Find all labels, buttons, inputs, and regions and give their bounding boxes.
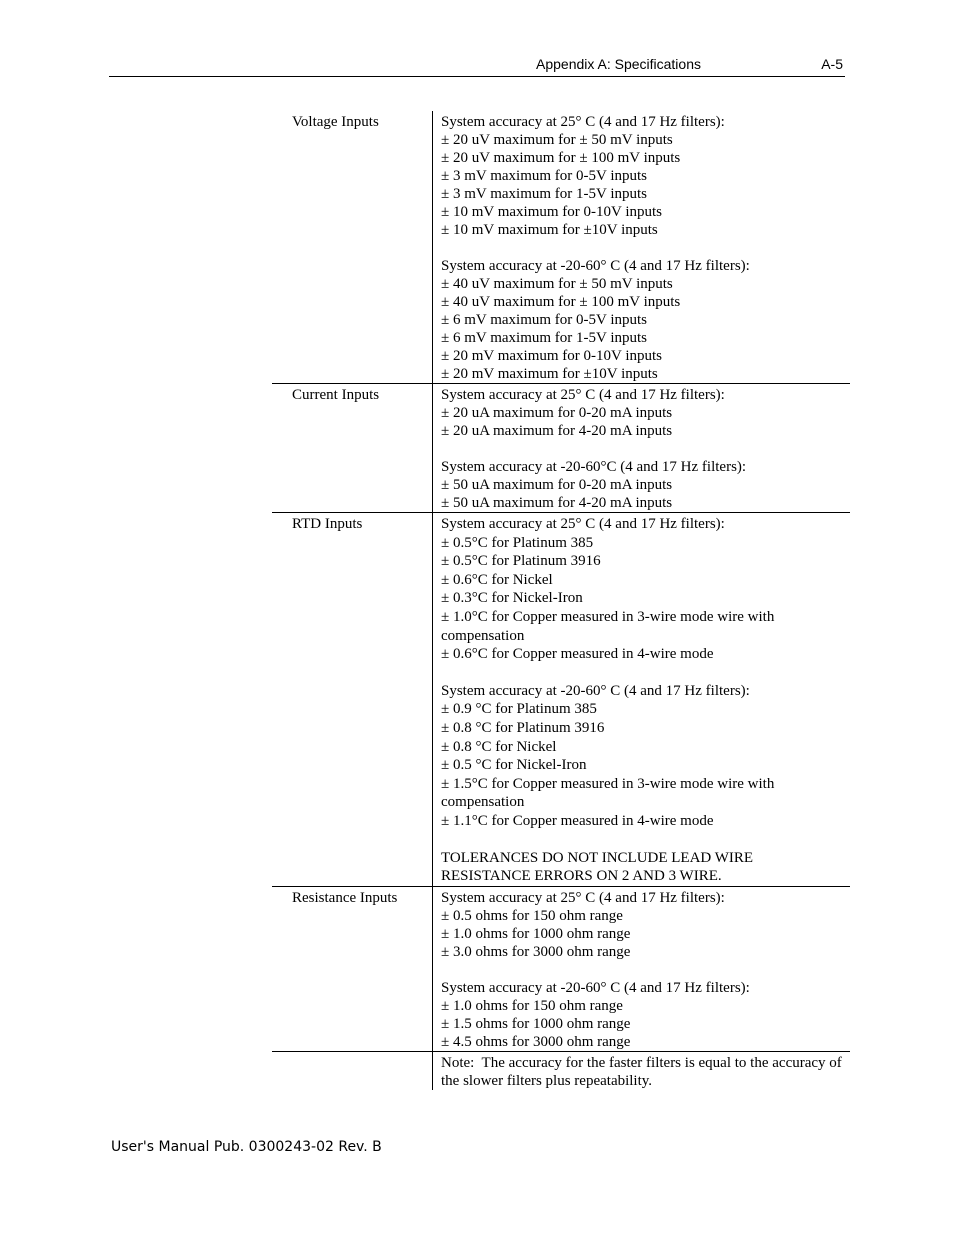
spec-line: System accuracy at 25° C (4 and 17 Hz filters): [441,516,725,532]
page-header [109,54,845,77]
spec-label: RTD Inputs [272,513,433,887]
spec-row-note [272,1051,850,1090]
spec-values [433,513,851,887]
spec-line: ± 20 mV maximum for 0-10V inputs [441,348,663,364]
spec-line: ± 1.0 ohms for 1000 ohm range [441,925,631,942]
spec-line: Note: The accuracy for the faster filters is equal to the accuracy of [441,1054,842,1071]
spec-line: compensation [441,794,525,811]
specifications-table-body [272,111,850,1090]
spacer [441,831,844,849]
spec-line: ± 0.6°C for Copper measured in 4-wire mode [441,646,714,663]
spec-row-voltage-inputs [272,111,850,384]
spec-line: ± 10 mV maximum for ±10V inputs [441,222,658,238]
spec-values [433,111,851,384]
spec-line: ± 0.9 °C for Platinum 385 [441,701,597,718]
spec-line: ± 3 mV maximum for 0-5V inputs [441,168,648,184]
spec-line: System accuracy at -20-60° C (4 and 17 Hz filters): [441,979,750,996]
spec-line: ± 20 uA maximum for 4-20 mA inputs [441,423,673,439]
spacer [441,440,844,458]
spec-line: ± 0.3°C for Nickel-Iron [441,590,583,607]
spec-values [433,1051,851,1090]
spec-label: Resistance Inputs [272,886,433,1051]
spec-line: ± 10 mV maximum for 0-10V inputs [441,204,663,220]
spec-line: ± 0.6°C for Nickel [441,571,553,588]
spacer [441,961,844,979]
spec-line: System accuracy at 25° C (4 and 17 Hz filters): [441,889,725,906]
spec-line: ± 1.0 ohms for 150 ohm range [441,997,623,1014]
specifications-table [272,111,850,1090]
spec-line: the slower filters plus repeatability. [441,1072,653,1089]
spec-line: ± 0.5°C for Platinum 3916 [441,553,601,570]
spec-line: System accuracy at 25° C (4 and 17 Hz filters): [441,387,725,403]
spec-row-resistance-inputs [272,886,850,1051]
spec-line: ± 40 uV maximum for ± 100 mV inputs [441,294,681,310]
spec-label [272,1051,433,1090]
spec-line: ± 3.0 ohms for 3000 ohm range [441,943,631,960]
spec-line: ± 1.5 ohms for 1000 ohm range [441,1015,631,1032]
spec-row-current-inputs [272,384,850,513]
spec-line: RESISTANCE ERRORS ON 2 AND 3 WIRE. [441,868,722,885]
spacer [441,239,844,257]
spec-line: ± 20 uV maximum for ± 100 mV inputs [441,150,681,166]
spec-line: ± 0.5 ohms for 150 ohm range [441,907,623,924]
spec-line: System accuracy at -20-60°C (4 and 17 Hz filters): [441,459,747,475]
spec-values [433,384,851,513]
spec-values [433,886,851,1051]
spec-line: TOLERANCES DO NOT INCLUDE LEAD WIRE [441,849,754,866]
spacer [441,664,844,682]
spec-line: ± 3 mV maximum for 1-5V inputs [441,186,648,202]
spec-line: ± 4.5 ohms for 3000 ohm range [441,1033,631,1050]
spec-label: Voltage Inputs [272,111,433,384]
spec-row-rtd-inputs [272,513,850,887]
spec-line: ± 1.1°C for Copper measured in 4-wire mode [441,812,714,829]
spec-label: Current Inputs [272,384,433,513]
spec-line: ± 6 mV maximum for 0-5V inputs [441,312,648,328]
section-title: Appendix A: Specifications [536,56,701,72]
spec-line: ± 50 uA maximum for 4-20 mA inputs [441,495,673,511]
spec-line: ± 0.8 °C for Nickel [441,738,557,755]
spec-line: System accuracy at 25° C (4 and 17 Hz filters): [441,114,725,130]
spec-line: ± 20 uA maximum for 0-20 mA inputs [441,405,673,421]
spec-line: ± 0.5°C for Platinum 385 [441,534,594,551]
spec-line: System accuracy at -20-60° C (4 and 17 Hz filters): [441,258,750,274]
spec-line: ± 1.0°C for Copper measured in 3-wire mode wire with [441,608,775,625]
page-footer: User's Manual Pub. 0300243-02 Rev. B [111,1139,382,1155]
spec-line: compensation [441,627,525,644]
spec-line: System accuracy at -20-60° C (4 and 17 Hz filters): [441,682,750,699]
spec-line: ± 1.5°C for Copper measured in 3-wire mode wire with [441,775,775,792]
spec-line: ± 0.8 °C for Platinum 3916 [441,719,605,736]
spec-line: ± 50 uA maximum for 0-20 mA inputs [441,477,673,493]
page-number: A-5 [821,56,843,72]
spec-line: ± 6 mV maximum for 1-5V inputs [441,330,648,346]
spec-line: ± 20 mV maximum for ±10V inputs [441,366,658,382]
spec-line: ± 20 uV maximum for ± 50 mV inputs [441,132,673,148]
spec-line: ± 0.5 °C for Nickel-Iron [441,757,587,774]
spec-line: ± 40 uV maximum for ± 50 mV inputs [441,276,673,292]
